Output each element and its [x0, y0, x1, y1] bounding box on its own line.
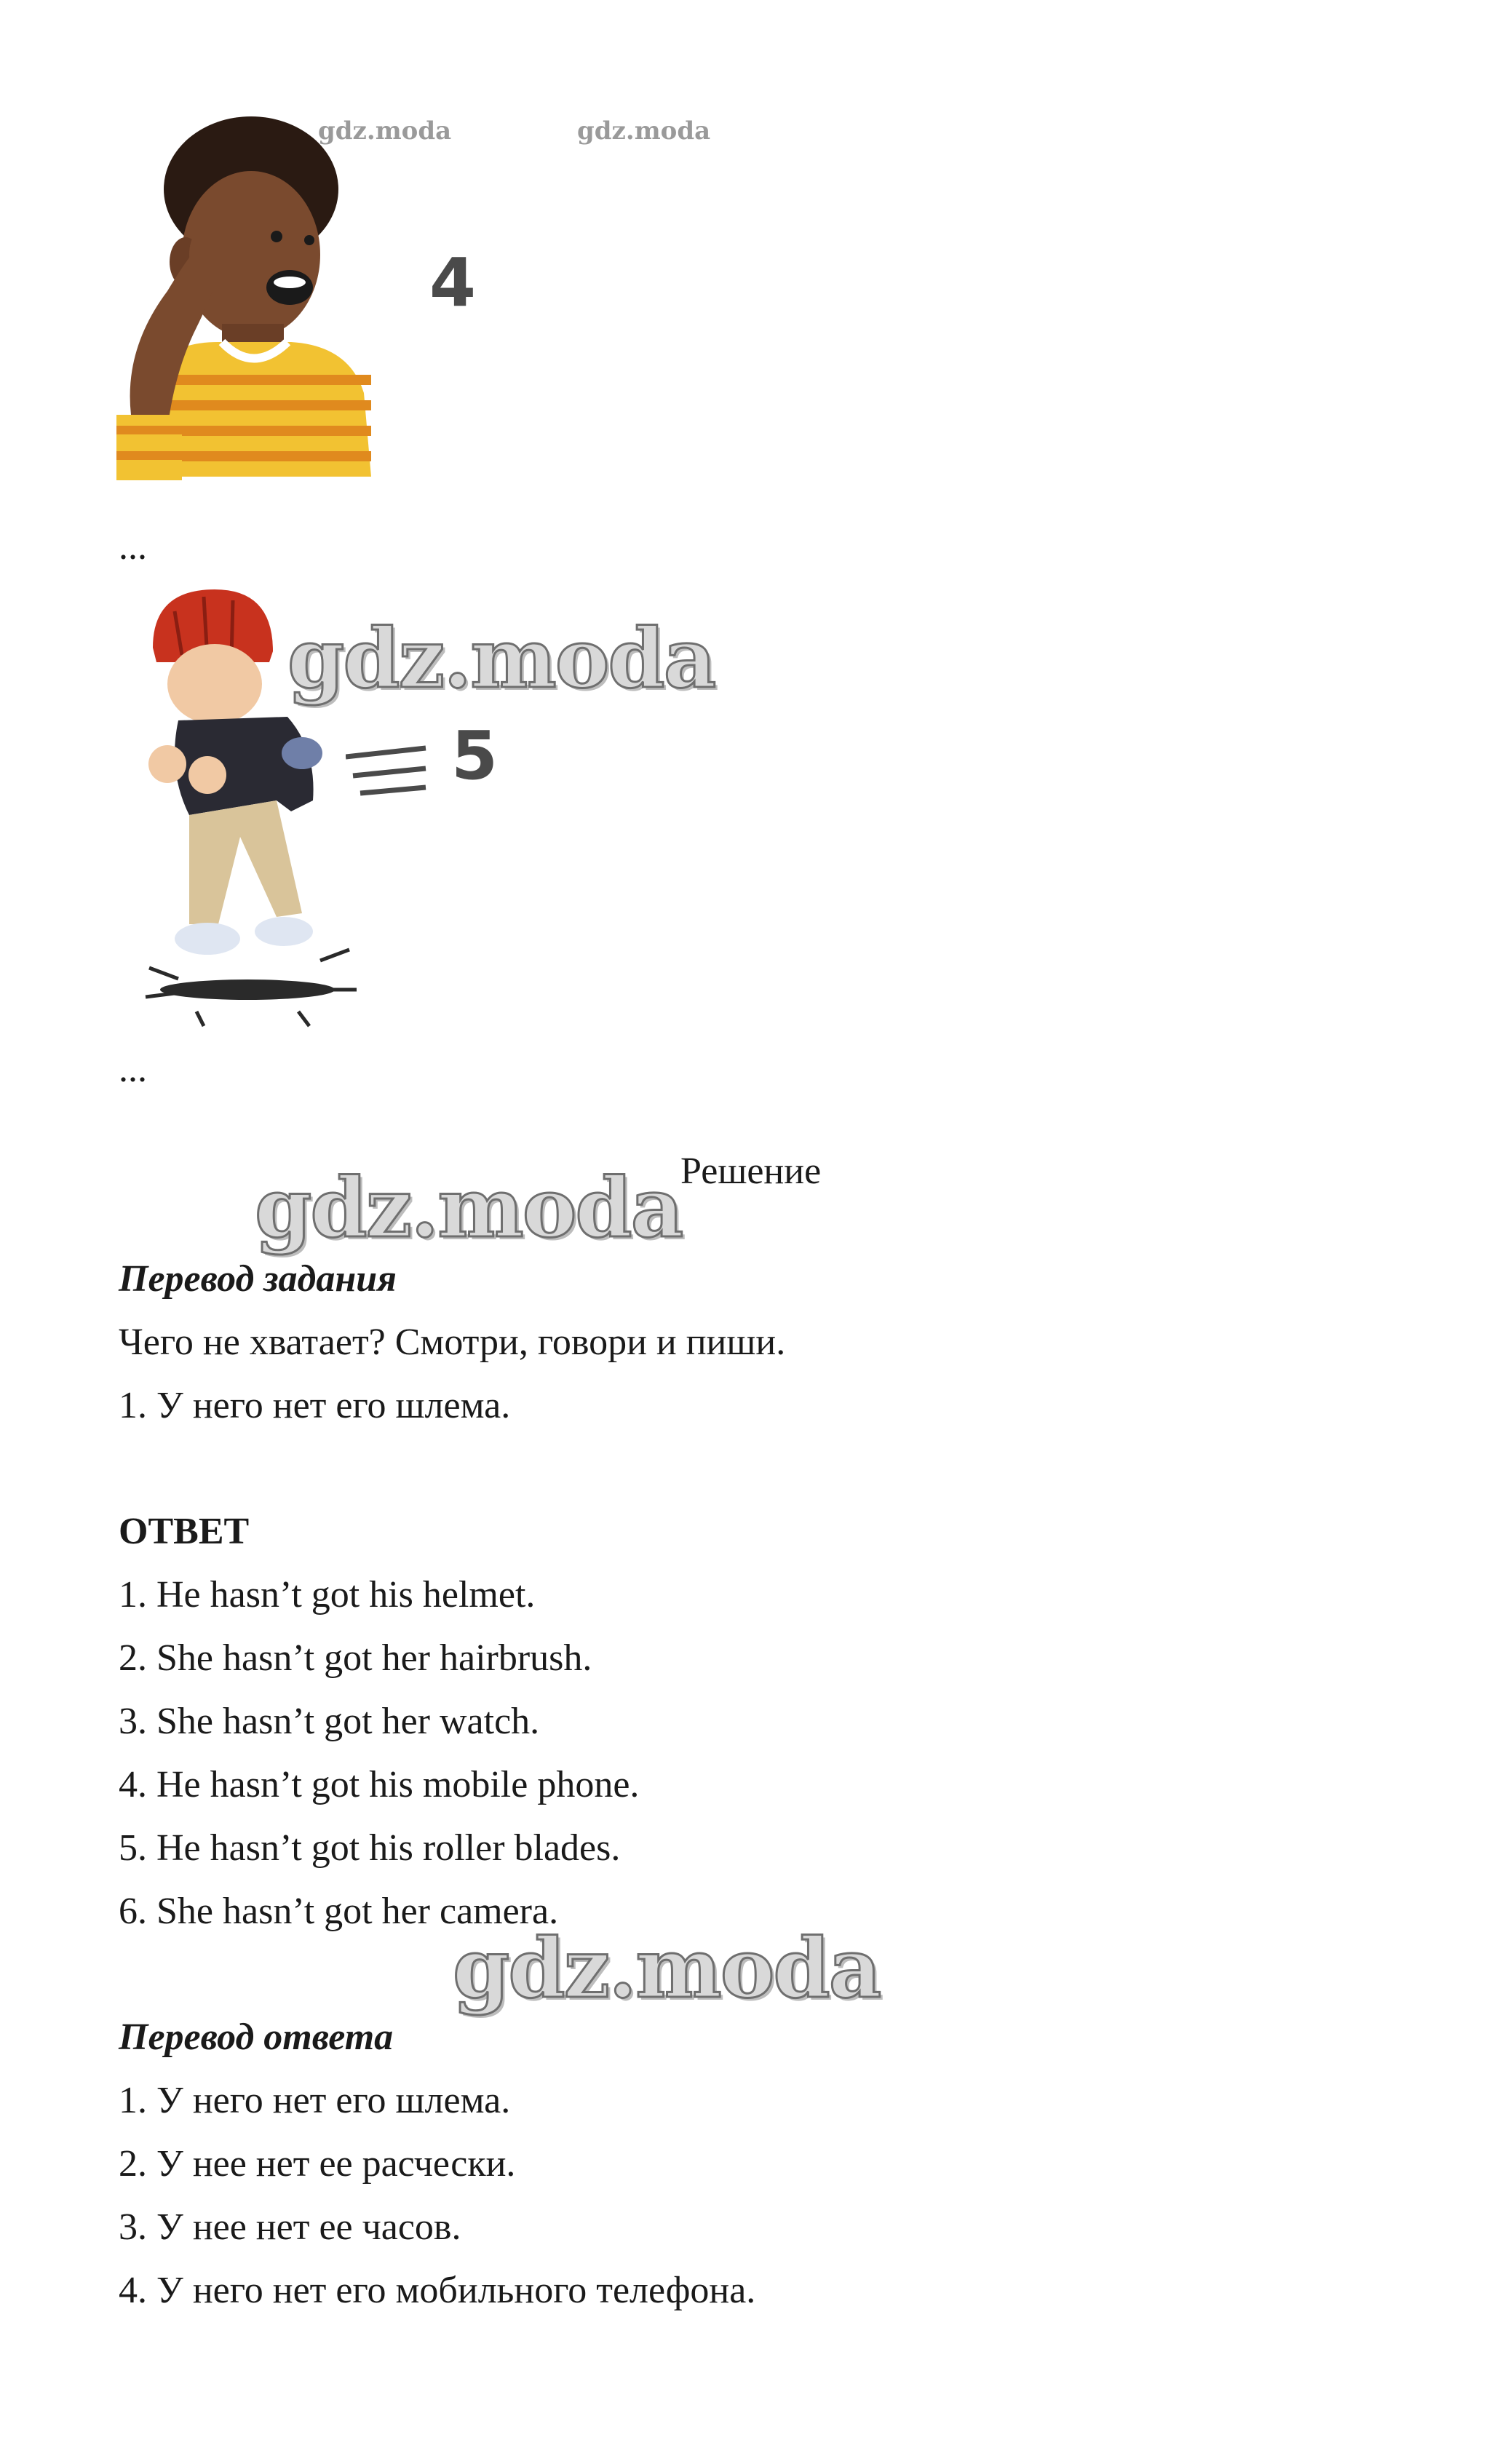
- answer-translation-line-3: 3. У нее нет ее часов.: [119, 2206, 461, 2248]
- watermark-solution: gdz.moda: [255, 1161, 683, 1256]
- watermark-picture-2: gdz.moda: [287, 611, 715, 707]
- boy-on-phone-drawing: [116, 109, 378, 488]
- answer-line-4: 4. He hasn’t got his mobile phone.: [119, 1764, 640, 1805]
- ellipsis-1: ...: [119, 526, 147, 568]
- task-translation-heading: Перевод задания: [119, 1258, 397, 1300]
- picture-number-4: 4: [429, 244, 477, 322]
- answer-translation-heading: Перевод ответа: [119, 2016, 394, 2058]
- boy-on-phone-illustration: [116, 109, 378, 488]
- motion-lines-decor: [346, 741, 433, 799]
- answer-line-1: 1. He hasn’t got his helmet.: [119, 1574, 536, 1615]
- answer-translation-line-1: 1. У него нет его шлема.: [119, 2080, 511, 2121]
- answer-line-5: 5. He hasn’t got his roller blades.: [119, 1827, 621, 1869]
- watermark-top-left: gdz.moda: [318, 116, 452, 146]
- picture-number-5: 5: [451, 717, 499, 795]
- motion-lines-icon: [346, 741, 433, 799]
- answer-line-3: 3. She hasn’t got her watch.: [119, 1701, 540, 1742]
- answer-translation-line-2: 2. У нее нет ее расчески.: [119, 2143, 516, 2185]
- answer-heading: ОТВЕТ: [119, 1511, 250, 1552]
- ellipsis-2: ...: [119, 1049, 147, 1090]
- task-translation-line-1: Чего не хватает? Смотри, говори и пиши.: [119, 1322, 786, 1363]
- answer-line-6: 6. She hasn’t got her camera.: [119, 1891, 559, 1932]
- task-translation-line-2: 1. У него нет его шлема.: [119, 1385, 511, 1426]
- watermark-top-right: gdz.moda: [577, 116, 711, 146]
- solution-label: Решение: [680, 1150, 822, 1192]
- watermark-answer: gdz.moda: [453, 1921, 881, 2016]
- answer-translation-line-4: 4. У него нет его мобильного телефона.: [119, 2270, 756, 2311]
- answer-line-2: 2. She hasn’t got her hairbrush.: [119, 1637, 592, 1679]
